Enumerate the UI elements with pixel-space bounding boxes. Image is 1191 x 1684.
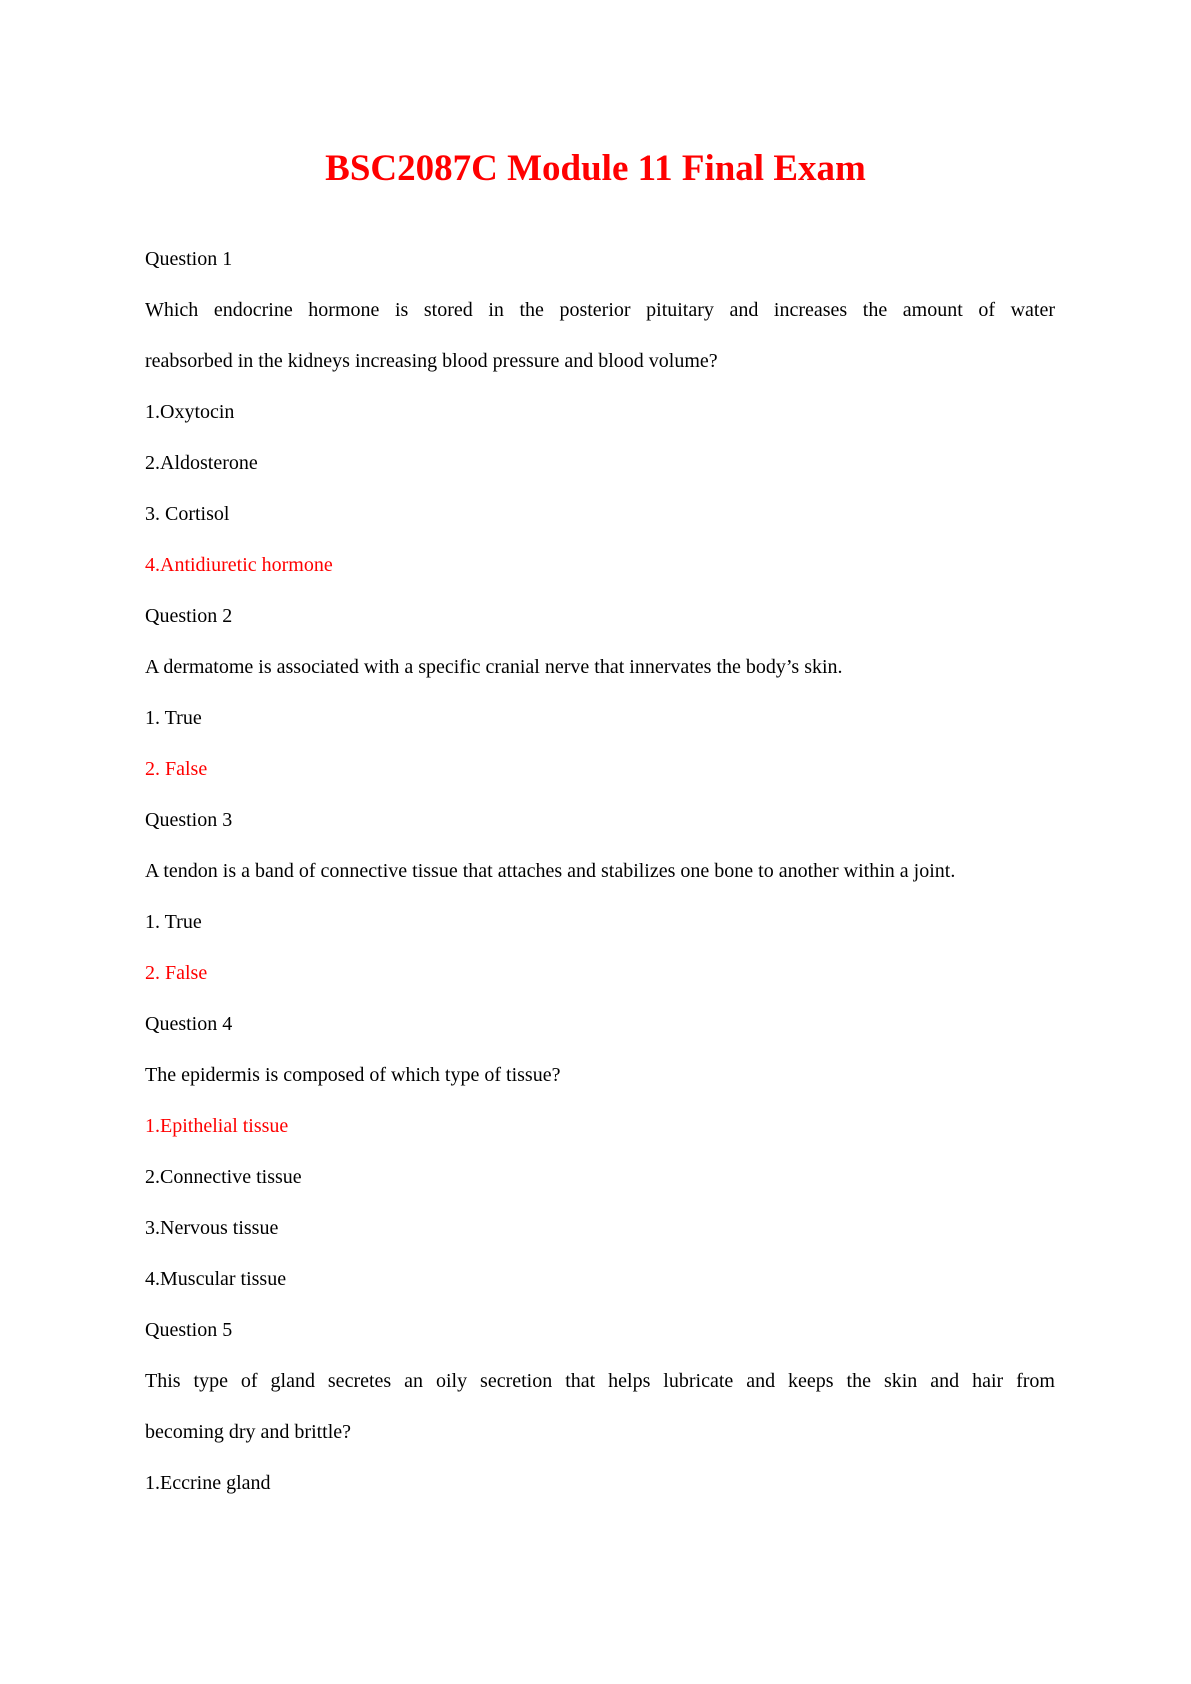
question-label: Question 1 — [145, 248, 233, 270]
answer-option: 1.Oxytocin — [145, 401, 235, 423]
question-prompt-line: This type of gland secretes an oily secretion that helps lubricate and keeps the skin and hair from — [145, 1370, 1055, 1392]
answer-option: 1. True — [145, 707, 202, 729]
answer-option: 1. True — [145, 911, 202, 933]
question-prompt-line: A tendon is a band of connective tissue that attaches and stabilizes one bone to another within a joint. — [145, 860, 956, 882]
question-block — [145, 234, 1055, 591]
correct-answer-option: 1.Epithelial tissue — [145, 1115, 289, 1137]
answer-option: 2.Connective tissue — [145, 1166, 302, 1188]
answer-option: 1.Eccrine gland — [145, 1472, 271, 1494]
answer-option: 4.Muscular tissue — [145, 1268, 287, 1290]
question-label: Question 4 — [145, 1013, 233, 1035]
page-title: BSC2087C Module 11 Final Exam — [325, 148, 866, 189]
question-prompt-line: The epidermis is composed of which type of tissue? — [145, 1064, 561, 1086]
question-prompt-line: Which endocrine hormone is stored in the posterior pituitary and increases the amount of water — [145, 299, 1055, 321]
answer-option: 3. Cortisol — [145, 503, 230, 525]
question-prompt-line: A dermatome is associated with a specific cranial nerve that innervates the body’s skin. — [145, 656, 843, 678]
correct-answer-option: 4.Antidiuretic hormone — [145, 554, 333, 576]
question-block — [145, 1305, 1055, 1509]
correct-answer-option: 2. False — [145, 962, 208, 984]
question-block — [145, 795, 1055, 999]
exam-body — [145, 234, 1055, 1509]
answer-option: 3.Nervous tissue — [145, 1217, 279, 1239]
question-label: Question 2 — [145, 605, 233, 627]
question-block — [145, 999, 1055, 1305]
question-label: Question 5 — [145, 1319, 233, 1341]
question-prompt-line: reabsorbed in the kidneys increasing blood pressure and blood volume? — [145, 350, 718, 372]
question-block — [145, 591, 1055, 795]
question-label: Question 3 — [145, 809, 233, 831]
question-prompt-line: becoming dry and brittle? — [145, 1421, 352, 1443]
answer-option: 2.Aldosterone — [145, 452, 258, 474]
correct-answer-option: 2. False — [145, 758, 208, 780]
